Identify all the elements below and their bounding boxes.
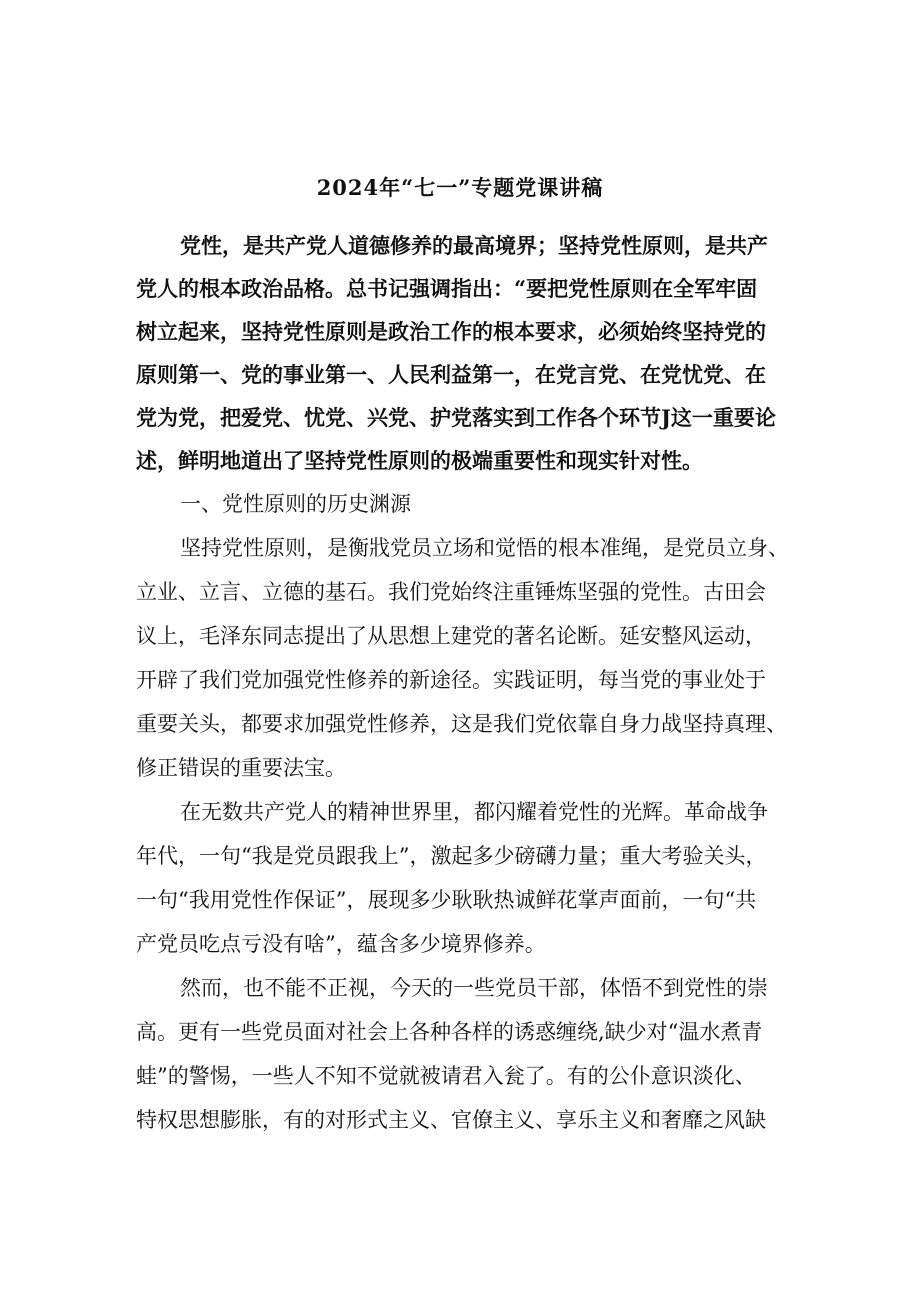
para1-line-2: 立业、立言、立德的基石。我们党始终注重锤炼坚强的党性。古田会 <box>136 580 766 604</box>
para3-line-3: 蛙”的警惕，一些人不知不觉就被请君入瓮了。有的公仆意识淡化、 <box>136 1064 756 1088</box>
para1-line-1: 坚持党性原则，是衡戕党员立场和觉悟的根本准绳，是党员立身、 <box>180 536 789 560</box>
intro-line-1: 党性，是共产党人道德修养的最高境界；坚持党性原则，是共产 <box>180 233 768 258</box>
para2-line-4: 产党员吃点亏没有啥”，蕴含多少境界修养。 <box>136 932 546 956</box>
para1-line-3: 议上，毛泽东同志提出了从思想上建党的著名论断。延安整风运动， <box>136 624 766 648</box>
para2-line-2: 年代，一句“我是党员跟我上”，激起多少磅礴力量；重大考验关头， <box>136 844 767 868</box>
para3-line-1: 然而，也不能不正视，今天的一些党员干部，体悟不到党性的崇 <box>180 976 768 1000</box>
para1-line-5: 重要关头，都要求加强党性修养，这是我们党依靠自身力战坚持真理、 <box>136 712 787 736</box>
para3-line-2: 高。更有一些党员面对社会上各种各样的诱惑缠绕,缺少对“温水煮青 <box>136 1020 763 1044</box>
section-heading-1: 一、党性原则的历史渊源 <box>180 492 411 516</box>
intro-line-4: 原则第一、党的事业第一、人民利益第一，在党言党、在党忧党、在 <box>136 362 766 387</box>
intro-line-2: 党人的根本政治品格。总书记强调指出：“要把党性原则在全军牢固 <box>136 276 758 301</box>
para1-line-6: 修正错误的重要法宝。 <box>136 756 346 780</box>
document-title: 2024年“七一”专题党课讲稿 <box>316 175 604 200</box>
intro-line-5: 党为党，把爱党、忧党、兴党、护党落实到工作各个环节J这一重要论 <box>136 405 776 430</box>
para2-line-1: 在无数共产党人的精神世界里，都闪耀着党性的光辉。革命战争 <box>180 800 768 824</box>
para3-line-4: 特权思想膨胀，有的对形式主义、官僚主义、享乐主义和奢靡之风缺 <box>136 1108 766 1132</box>
intro-line-6: 述，鲜明地道出了坚持党性原则的极端重要性和现实针对性。 <box>136 448 703 473</box>
para2-line-3: 一句“我用党性作保证”，展现多少耿耿热诚鲜花掌声面前，一句“共 <box>136 888 757 912</box>
intro-line-3: 树立起来，坚持党性原则是政治工作的根本要求，必须始终坚持党的 <box>136 319 766 344</box>
para1-line-4: 开辟了我们党加强党性修养的新途径。实践证明，每当党的事业处于 <box>136 668 766 692</box>
